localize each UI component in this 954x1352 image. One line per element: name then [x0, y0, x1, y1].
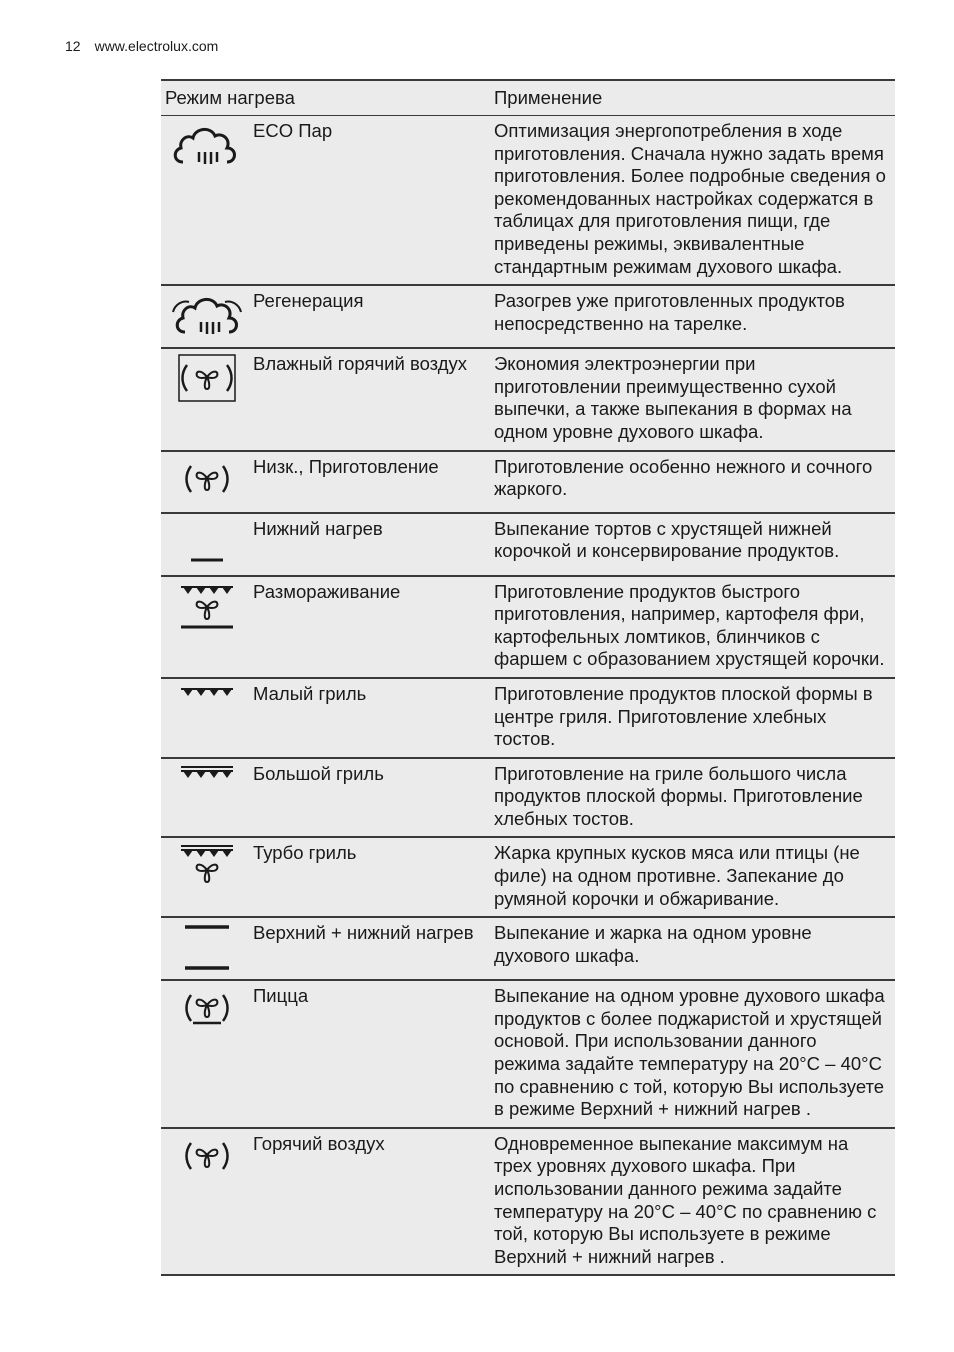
small-grill-icon [161, 679, 253, 709]
mode-name: Верхний + нижний нагрев [253, 917, 492, 980]
page-number: 12 [65, 38, 81, 54]
large-grill-icon [161, 759, 253, 789]
heating-modes-table [161, 79, 895, 1276]
bottom-heat-icon [161, 514, 253, 572]
table-row [161, 513, 895, 576]
mode-name: Пицца [253, 980, 492, 1128]
mode-description: Разогрев уже приготовленных продуктов непосредственно на тарелке. [492, 285, 895, 348]
steam-cloud-icon [161, 116, 253, 176]
column-header-use: Применение [492, 80, 895, 116]
mode-name: Малый гриль [253, 678, 492, 758]
mode-description: Приготовление продуктов плоской формы в центре гриля. Приготовление хлебных тостов. [492, 678, 895, 758]
table-row [161, 285, 895, 348]
table-row [161, 678, 895, 758]
mode-name: Нижний нагрев [253, 513, 492, 576]
site-url[interactable]: www.electrolux.com [94, 38, 219, 54]
table-row [161, 837, 895, 917]
mode-name: Большой гриль [253, 758, 492, 838]
mode-name: Размораживание [253, 576, 492, 678]
mode-description: Приготовление особенно нежного и сочного жаркого. [492, 451, 895, 513]
mode-name: ECO Пар [253, 116, 492, 286]
mode-description: Выпекание и жарка на одном уровне духового шкафа. [492, 917, 895, 980]
mode-description: Приготовление на гриле большого числа продуктов плоской формы. Приготовление хлебных тостов. [492, 758, 895, 838]
table-row [161, 451, 895, 513]
mode-description: Экономия электроэнергии при приготовлении преимущественно сухой выпечки, а также выпекания в формах на одном уровне духового шкафа. [492, 348, 895, 450]
mode-description: Одновременное выпекание максимум на трех уровнях духового шкафа. При использовании данного режима задайте температуру на 20°C – 40°C по сравнению с той, которую Вы используете в режиме Верхний + нижний нагрев . [492, 1128, 895, 1276]
moist-fan-icon [161, 349, 253, 407]
mode-description: Оптимизация энергопотребления в ходе приготовления. Сначала нужно задать время приготовления. Более подробные сведения о рекомендованных настройках содержатся в таблицах для приготовления пищи, где приведены режимы, эквивалентные стандартным режимам духового шкафа. [492, 116, 895, 286]
table-row [161, 1128, 895, 1276]
table-row [161, 576, 895, 678]
table-row [161, 348, 895, 450]
mode-name: Низк., Приготовление [253, 451, 492, 513]
table-header-row [161, 80, 895, 116]
mode-description: Выпекание тортов с хрустящей нижней корочкой и консервирование продуктов. [492, 513, 895, 576]
column-header-mode: Режим нагрева [161, 80, 492, 116]
defrost-icon [161, 577, 253, 637]
table-row [161, 758, 895, 838]
table-row [161, 917, 895, 980]
mode-name: Турбо гриль [253, 837, 492, 917]
mode-name: Горячий воздух [253, 1128, 492, 1276]
top-bottom-heat-icon [161, 918, 253, 976]
mode-description: Жарка крупных кусков мяса или птицы (не филе) на одном противне. Запекание до румяной корочки и обжаривание. [492, 837, 895, 917]
table-row [161, 116, 895, 286]
fan-icon [161, 452, 253, 502]
regeneration-icon [161, 286, 253, 344]
turbo-grill-icon [161, 838, 253, 892]
mode-name: Влажный горячий воздух [253, 348, 492, 450]
mode-description: Выпекание на одном уровне духового шкафа продуктов с более поджаристой и хрустящей основой. При использовании данного режима задайте температуру на 20°C – 40°C по сравнению с той, которую Вы используете в режиме Верхний + нижний нагрев . [492, 980, 895, 1128]
mode-description: Приготовление продуктов быстрого приготовления, например, картофеля фри, картофельных ломтиков, блинчиков с фаршем с образованием хрустящей корочки. [492, 576, 895, 678]
hot-air-icon [161, 1129, 253, 1179]
pizza-icon [161, 981, 253, 1031]
mode-name: Регенерация [253, 285, 492, 348]
table-row [161, 980, 895, 1128]
page-header [65, 38, 218, 54]
